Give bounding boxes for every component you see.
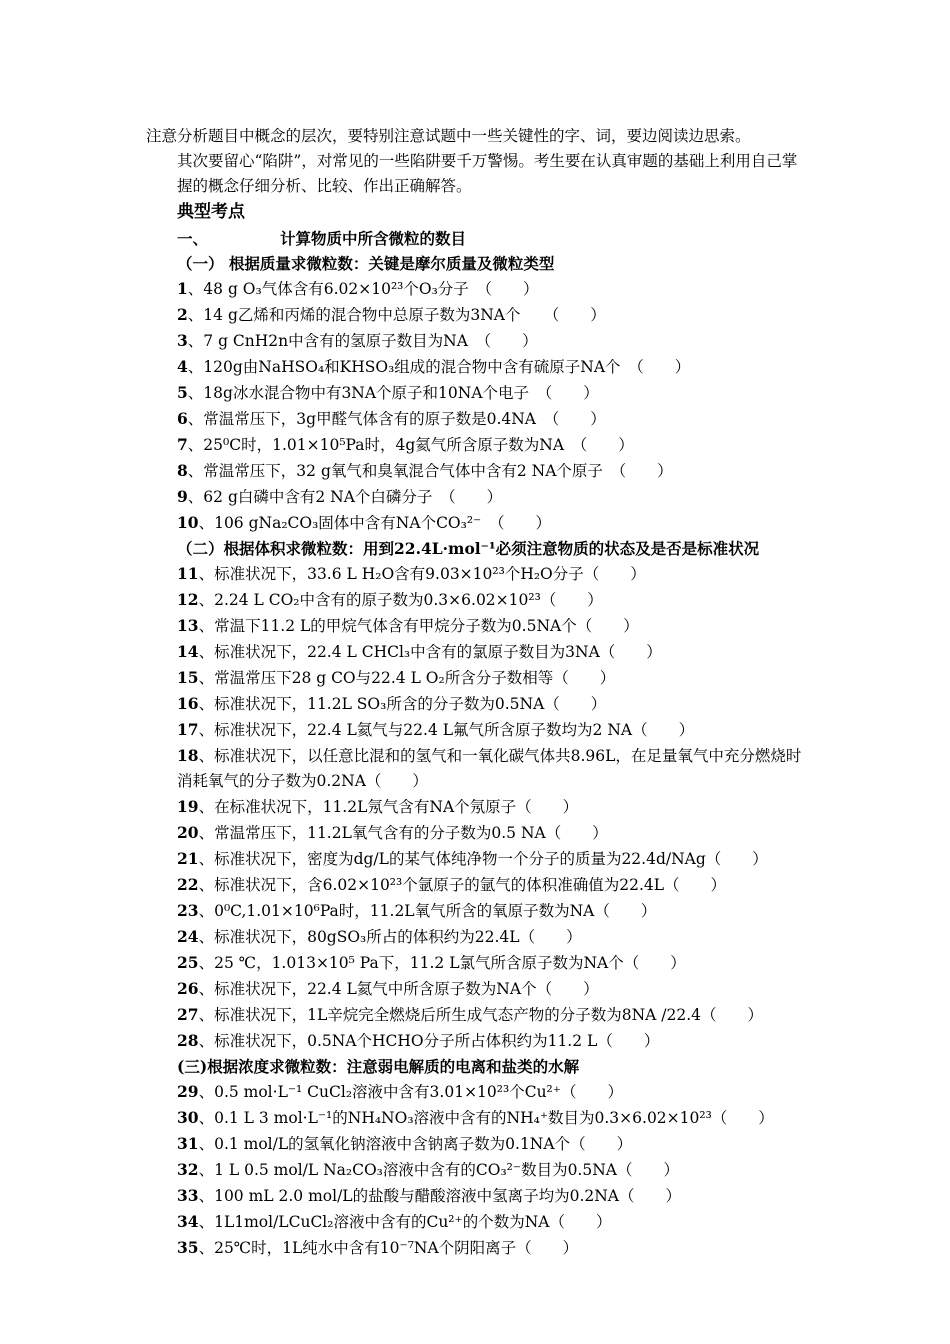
question-number: 6	[177, 409, 188, 428]
question-number: 16	[177, 694, 199, 713]
question-item	[146, 717, 810, 743]
question-text: 、100 mL 2.0 mol/L的盐酸与醋酸溶液中氢离子均为0.2NA（ ）	[198, 1187, 681, 1205]
question-text: 、标准状况下，22.4 L氦气与22.4 L氟气所含原子数均为2 NA（ ）	[198, 721, 695, 739]
question-text: 、常温常压下，32 g氧气和臭氧混合气体中含有2 NA个原子 （ ）	[187, 462, 673, 480]
group-title: (三)根据浓度求微粒数：注意弱电解质的电离和盐类的水解	[177, 1057, 580, 1076]
question-number: 8	[177, 461, 188, 480]
question-text: 、标准状况下，0.5NA个HCHO分子所占体积约为11.2 L（ ）	[198, 1032, 660, 1050]
question-groups	[146, 251, 810, 1261]
question-item	[146, 561, 810, 587]
question-item	[146, 484, 810, 510]
question-number: 29	[177, 1082, 199, 1101]
question-text: 、标准状况下，以任意比混和的氢气和一氧化碳气体共8.96L，在足量氧气中充分燃烧时消耗氧气的分子数为0.2NA（ ）	[177, 747, 802, 790]
question-item	[146, 1105, 810, 1131]
section-title-text: 计算物质中所含微粒的数目	[280, 229, 467, 248]
question-number: 20	[177, 823, 199, 842]
question-text: 、1L1mol/LCuCl₂溶液中含有的Cu²⁺的个数为NA（ ）	[198, 1213, 612, 1231]
intro-paragraph: 其次要留心“陷阱”，对常见的一些陷阱要千万警惕。考生要在认真审题的基础上利用自己掌握的概念仔细分析、比较、作出正确解答。	[177, 152, 798, 195]
question-item	[146, 1235, 810, 1261]
question-item	[146, 846, 810, 872]
question-text: 、标准状况下，11.2L SO₃所含的分子数为0.5NA（ ）	[198, 695, 607, 713]
question-text: 、标准状况下，1L辛烷完全燃烧后所生成气态产物的分子数为8NA /22.4（ ）	[198, 1006, 764, 1024]
question-number: 23	[177, 901, 199, 920]
question-number: 35	[177, 1238, 199, 1257]
question-item	[146, 1183, 810, 1209]
question-number: 30	[177, 1108, 199, 1127]
question-text: 、0.5 mol·L⁻¹ CuCl₂溶液中含有3.01×10²³个Cu²⁺（ ）	[198, 1083, 623, 1101]
question-text: 、1 L 0.5 mol/L Na₂CO₃溶液中含有的CO₃²⁻数目为0.5NA（ ）	[198, 1161, 679, 1179]
question-text: 、18g冰水混合物中有3NA个原子和10NA个电子 （ ）	[187, 384, 599, 402]
question-text: 、标准状况下，含6.02×10²³个氩原子的氩气的体积准确值为22.4L（ ）	[198, 876, 727, 894]
question-item	[146, 1209, 810, 1235]
question-text: 、2.24 L CO₂中含有的原子数为0.3×6.02×10²³（ ）	[198, 591, 603, 609]
question-item	[146, 458, 810, 484]
question-number: 26	[177, 979, 199, 998]
question-text: 、62 g白磷中含有2 NA个白磷分子 （ ）	[187, 488, 503, 506]
question-item	[146, 613, 810, 639]
question-number: 13	[177, 616, 199, 635]
question-number: 14	[177, 642, 199, 661]
question-item	[146, 1002, 810, 1028]
question-text: 、标准状况下，80gSO₃所占的体积约为22.4L（ ）	[198, 928, 582, 946]
question-item	[146, 924, 810, 950]
section-heading: 典型考点	[177, 202, 245, 222]
question-item	[146, 872, 810, 898]
question-text: 、48 g O₃气体含有6.02×10²³个O₃分子 （ ）	[187, 280, 539, 298]
question-number: 11	[177, 564, 199, 583]
question-item	[146, 510, 810, 536]
question-item	[146, 1079, 810, 1105]
question-number: 5	[177, 383, 188, 402]
question-item	[146, 743, 810, 794]
section-index: 一、	[177, 229, 209, 248]
question-text: 、25℃时，1L纯水中含有10⁻⁷NA个阴阳离子（ ）	[198, 1239, 579, 1257]
question-text: 、常温常压下28 g CO与22.4 L O₂所含分子数相等（ ）	[198, 669, 616, 687]
question-item	[146, 1028, 810, 1054]
question-number: 7	[177, 435, 188, 454]
question-item	[146, 432, 810, 458]
question-number: 31	[177, 1134, 199, 1153]
group-title: （二）根据体积求微粒数：用到22.4L·mol⁻¹必须注意物质的状态及是否是标准状况	[177, 539, 760, 558]
question-number: 24	[177, 927, 199, 946]
question-item	[146, 380, 810, 406]
question-text: 、在标准状况下，11.2L氖气含有NA个氖原子（ ）	[198, 798, 579, 816]
question-number: 3	[177, 331, 188, 350]
section-title	[146, 226, 810, 251]
question-text: 、0⁰C,1.01×10⁶Pa时，11.2L氧气所含的氧原子数为NA（ ）	[198, 902, 657, 920]
question-number: 1	[177, 279, 188, 298]
question-text: 、常温常压下，11.2L氧气含有的分子数为0.5 NA（ ）	[198, 824, 608, 842]
question-item	[146, 354, 810, 380]
question-item	[146, 406, 810, 432]
question-text: 、7 g CnH2n中含有的氢原子数目为NA （ ）	[187, 332, 538, 350]
question-number: 27	[177, 1005, 199, 1024]
question-item	[146, 794, 810, 820]
question-text: 、120g由NaHSO₄和KHSO₃组成的混合物中含有硫原子NA个 （ ）	[187, 358, 691, 376]
question-item	[146, 276, 810, 302]
question-item	[146, 976, 810, 1002]
question-text: 、标准状况下，33.6 L H₂O含有9.03×10²³个H₂O分子（ ）	[198, 565, 646, 583]
question-number: 17	[177, 720, 199, 739]
question-number: 34	[177, 1212, 199, 1231]
question-number: 19	[177, 797, 199, 816]
question-text: 、14 g乙烯和丙烯的混合物中总原子数为3NA个 （ ）	[187, 306, 606, 324]
question-item	[146, 1131, 810, 1157]
question-number: 4	[177, 357, 188, 376]
question-text: 、0.1 L 3 mol·L⁻¹的NH₄NO₃溶液中含有的NH₄⁺数目为0.3×6.02×10²³（ ）	[198, 1109, 774, 1127]
question-item	[146, 665, 810, 691]
question-number: 9	[177, 487, 188, 506]
question-text: 、标准状况下，22.4 L CHCl₃中含有的氯原子数目为3NA（ ）	[198, 643, 662, 661]
question-number: 10	[177, 513, 199, 532]
question-item	[146, 898, 810, 924]
question-text: 、标准状况下，密度为dg/L的某气体纯净物一个分子的质量为22.4d/NAg（ ）	[198, 850, 768, 868]
question-item	[146, 820, 810, 846]
question-item	[146, 950, 810, 976]
question-item	[146, 1157, 810, 1183]
document-page	[146, 124, 810, 1261]
intro-line: 注意分析题目中概念的层次，要特别注意试题中一些关键性的字、词，要边阅读边思索。	[146, 127, 751, 145]
question-number: 21	[177, 849, 199, 868]
question-number: 33	[177, 1186, 199, 1205]
question-item	[146, 691, 810, 717]
question-number: 2	[177, 305, 188, 324]
question-text: 、0.1 mol/L的氢氧化钠溶液中含钠离子数为0.1NA个（ ）	[198, 1135, 633, 1153]
question-item	[146, 328, 810, 354]
question-item	[146, 587, 810, 613]
question-number: 32	[177, 1160, 199, 1179]
question-text: 、常温下11.2 L的甲烷气体含有甲烷分子数为0.5NA个（ ）	[198, 617, 639, 635]
question-number: 25	[177, 953, 199, 972]
question-number: 12	[177, 590, 199, 609]
question-number: 22	[177, 875, 199, 894]
question-number: 28	[177, 1031, 199, 1050]
group-title: （一） 根据质量求微粒数：关键是摩尔质量及微粒类型	[177, 254, 555, 273]
question-text: 、25 ℃，1.013×10⁵ Pa下，11.2 L氯气所含原子数为NA个（ ）	[198, 954, 686, 972]
question-text: 、常温常压下，3g甲醛气体含有的原子数是0.4NA （ ）	[187, 410, 606, 428]
question-item	[146, 302, 810, 328]
question-text: 、25⁰C时，1.01×10⁵Pa时，4g氦气所含原子数为NA （ ）	[187, 436, 634, 454]
question-number: 18	[177, 746, 199, 765]
question-text: 、106 gNa₂CO₃固体中含有NA个CO₃²⁻ （ ）	[198, 514, 551, 532]
question-text: 、标准状况下，22.4 L氦气中所含原子数为NA个（ ）	[198, 980, 599, 998]
question-item	[146, 639, 810, 665]
question-number: 15	[177, 668, 199, 687]
